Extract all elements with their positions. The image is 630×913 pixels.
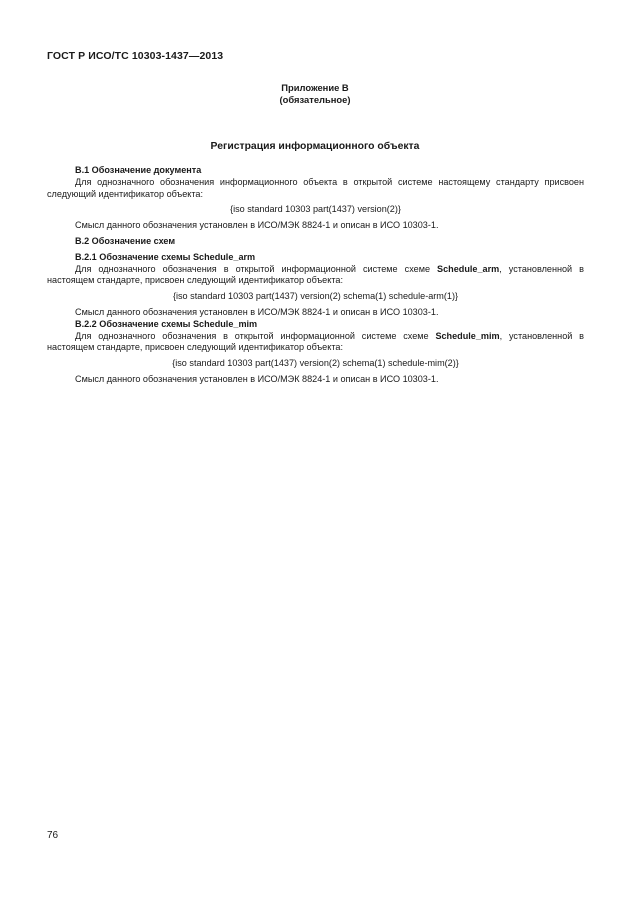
section-b22-heading: В.2.2 Обозначение схемы Schedule_mim: [75, 318, 258, 329]
section-b21-paragraph: [47, 264, 584, 288]
section-b1-note: Смысл данного обозначения установлен в ИСО/МЭК 8824-1 и описан в ИСО 10303-1.: [75, 220, 439, 231]
annex-label: Приложение В: [281, 82, 349, 93]
annex-label-block: [0, 82, 630, 106]
section-b22-text-end: , установленной в настоящем стандарте, присвоен следующий идентификатор объекта:: [47, 330, 585, 353]
section-b21-text-end: , установленной в настоящем стандарте, присвоен следующий идентификатор объекта:: [47, 263, 584, 286]
section-b21-heading: В.2.1 Обозначение схемы Schedule_arm: [75, 251, 256, 262]
section-b22-text-start: Для однозначного обозначения в открытой информационной системе схеме: [75, 330, 436, 341]
section-b22-schema-name: Schedule_mim: [435, 330, 500, 341]
section-b21-note: Смысл данного обозначения установлен в ИСО/МЭК 8824-1 и описан в ИСО 10303-1.: [75, 306, 439, 317]
section-b21-identifier: {iso standard 10303 part(1437) version(2) schema(1) schedule-arm(1)}: [172, 291, 459, 302]
annex-status: (обязательное): [279, 94, 351, 105]
annex-title: Регистрация информационного объекта: [210, 141, 420, 152]
section-b1-identifier: {iso standard 10303 part(1437) version(2)}: [230, 204, 401, 215]
document-body: [47, 165, 584, 386]
section-b2-heading: В.2 Обозначение схем: [75, 235, 176, 246]
section-b21-text-start: Для однозначного обозначения в открытой информационной системе схеме: [75, 263, 438, 274]
section-b22-note: Смысл данного обозначения установлен в ИСО/МЭК 8824-1 и описан в ИСО 10303-1.: [75, 373, 439, 384]
standard-code: ГОСТ Р ИСО/ТС 10303-1437—2013: [47, 50, 224, 62]
section-b21-schema-name: Schedule_arm: [437, 263, 500, 274]
section-b22-paragraph: [47, 331, 584, 355]
section-b1-heading: В.1 Обозначение документа: [75, 165, 202, 175]
section-b1-paragraph: Для однозначного обозначения информационного объекта в открытой системе настоящему стандарту присвоен следующий идентификатор объекта:: [47, 176, 584, 199]
section-b22-identifier: {iso standard 10303 part(1437) version(2) schema(1) schedule-mim(2)}: [172, 358, 459, 369]
page-number: 76: [47, 830, 59, 841]
